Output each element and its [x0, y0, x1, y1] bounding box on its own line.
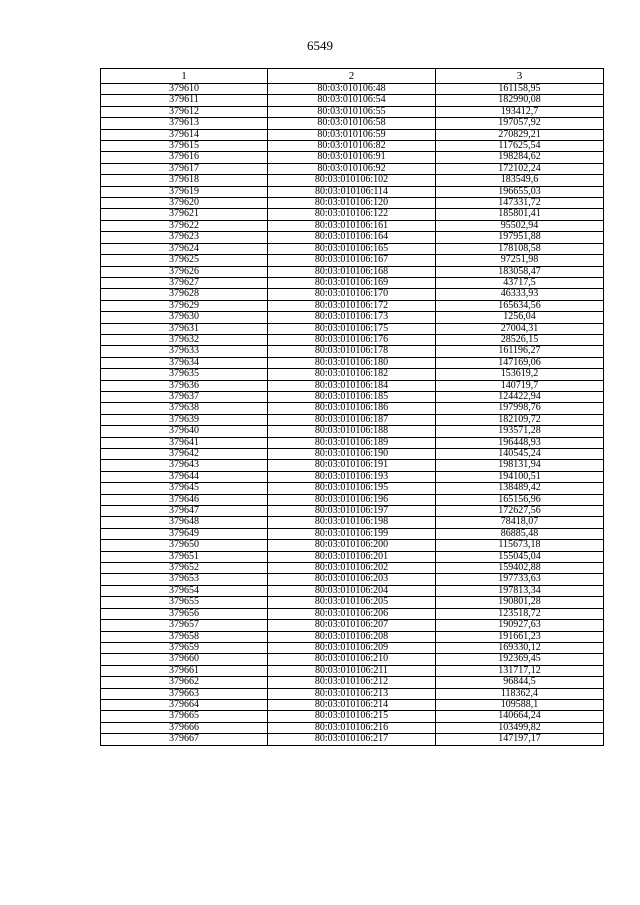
- cell-number: 379624: [101, 243, 268, 254]
- cell-value: 96844,5: [436, 677, 604, 688]
- cell-cadastral-number: 80:03:010106:211: [268, 665, 436, 676]
- cell-number: 379667: [101, 734, 268, 745]
- table-body: [101, 84, 604, 746]
- cell-number: 379630: [101, 312, 268, 323]
- cell-value: 197813,34: [436, 585, 604, 596]
- cell-value: 161158,95: [436, 84, 604, 95]
- cell-value: 193412,7: [436, 106, 604, 117]
- cell-cadastral-number: 80:03:010106:206: [268, 608, 436, 619]
- cell-cadastral-number: 80:03:010106:169: [268, 277, 436, 288]
- table-row: [101, 483, 604, 494]
- cell-cadastral-number: 80:03:010106:197: [268, 506, 436, 517]
- table-row: [101, 528, 604, 539]
- cell-cadastral-number: 80:03:010106:187: [268, 414, 436, 425]
- cell-number: 379641: [101, 437, 268, 448]
- cell-number: 379635: [101, 369, 268, 380]
- table-row: [101, 175, 604, 186]
- cell-cadastral-number: 80:03:010106:209: [268, 642, 436, 653]
- cell-number: 379663: [101, 688, 268, 699]
- cell-number: 379643: [101, 460, 268, 471]
- table-row: [101, 551, 604, 562]
- cell-cadastral-number: 80:03:010106:180: [268, 357, 436, 368]
- table-row: [101, 722, 604, 733]
- cell-number: 379660: [101, 654, 268, 665]
- cell-number: 379622: [101, 220, 268, 231]
- cell-cadastral-number: 80:03:010106:217: [268, 734, 436, 745]
- page-number: 6549: [307, 38, 333, 53]
- cell-cadastral-number: 80:03:010106:199: [268, 528, 436, 539]
- cell-number: 379644: [101, 471, 268, 482]
- cell-cadastral-number: 80:03:010106:189: [268, 437, 436, 448]
- cell-cadastral-number: 80:03:010106:196: [268, 494, 436, 505]
- cell-cadastral-number: 80:03:010106:185: [268, 391, 436, 402]
- cell-value: 131717,12: [436, 665, 604, 676]
- cell-value: 124422,94: [436, 391, 604, 402]
- table-row: [101, 608, 604, 619]
- cell-cadastral-number: 80:03:010106:195: [268, 483, 436, 494]
- cell-number: 379617: [101, 163, 268, 174]
- cell-number: 379614: [101, 129, 268, 140]
- cell-value: 27004,31: [436, 323, 604, 334]
- cell-cadastral-number: 80:03:010106:54: [268, 95, 436, 106]
- table-row: [101, 403, 604, 414]
- column-header-3: 3: [436, 69, 604, 84]
- table-row: [101, 506, 604, 517]
- column-header-1: 1: [101, 69, 268, 84]
- cell-number: 379665: [101, 711, 268, 722]
- table-row: [101, 437, 604, 448]
- cell-number: 379618: [101, 175, 268, 186]
- cell-cadastral-number: 80:03:010106:120: [268, 198, 436, 209]
- cell-number: 379620: [101, 198, 268, 209]
- cell-value: 190801,28: [436, 597, 604, 608]
- cell-number: 379652: [101, 563, 268, 574]
- table-row: [101, 449, 604, 460]
- cell-number: 379611: [101, 95, 268, 106]
- cell-cadastral-number: 80:03:010106:48: [268, 84, 436, 95]
- cell-value: 97251,98: [436, 255, 604, 266]
- table-row: [101, 677, 604, 688]
- cell-cadastral-number: 80:03:010106:92: [268, 163, 436, 174]
- cell-cadastral-number: 80:03:010106:55: [268, 106, 436, 117]
- cell-number: 379629: [101, 300, 268, 311]
- cell-value: 197998,76: [436, 403, 604, 414]
- table-row: [101, 734, 604, 745]
- table-row: [101, 665, 604, 676]
- table-row: [101, 255, 604, 266]
- cell-number: 379645: [101, 483, 268, 494]
- table-row: [101, 152, 604, 163]
- cell-value: 192369,45: [436, 654, 604, 665]
- cell-cadastral-number: 80:03:010106:165: [268, 243, 436, 254]
- cell-value: 115673,18: [436, 540, 604, 551]
- cell-cadastral-number: 80:03:010106:58: [268, 118, 436, 129]
- cell-number: 379631: [101, 323, 268, 334]
- table-row: [101, 289, 604, 300]
- cell-cadastral-number: 80:03:010106:170: [268, 289, 436, 300]
- cell-value: 140664,24: [436, 711, 604, 722]
- cell-number: 379666: [101, 722, 268, 733]
- table-row: [101, 426, 604, 437]
- cell-number: 379610: [101, 84, 268, 95]
- table-row: [101, 540, 604, 551]
- table-row: [101, 620, 604, 631]
- cell-number: 379647: [101, 506, 268, 517]
- cell-number: 379653: [101, 574, 268, 585]
- table-row: [101, 323, 604, 334]
- cell-number: 379628: [101, 289, 268, 300]
- table-row: [101, 631, 604, 642]
- cell-value: 86885,48: [436, 528, 604, 539]
- table-row: [101, 118, 604, 129]
- cell-cadastral-number: 80:03:010106:216: [268, 722, 436, 733]
- table-row: [101, 711, 604, 722]
- cell-number: 379633: [101, 346, 268, 357]
- cell-value: 118362,4: [436, 688, 604, 699]
- cell-cadastral-number: 80:03:010106:201: [268, 551, 436, 562]
- cell-number: 379634: [101, 357, 268, 368]
- cell-number: 379648: [101, 517, 268, 528]
- cell-number: 379657: [101, 620, 268, 631]
- cell-cadastral-number: 80:03:010106:161: [268, 220, 436, 231]
- cell-cadastral-number: 80:03:010106:82: [268, 141, 436, 152]
- cell-value: 46333,93: [436, 289, 604, 300]
- cell-value: 95502,94: [436, 220, 604, 231]
- cell-number: 379625: [101, 255, 268, 266]
- cell-number: 379626: [101, 266, 268, 277]
- cell-cadastral-number: 80:03:010106:91: [268, 152, 436, 163]
- cell-number: 379650: [101, 540, 268, 551]
- cell-value: 147169,06: [436, 357, 604, 368]
- cell-cadastral-number: 80:03:010106:190: [268, 449, 436, 460]
- table-row: [101, 391, 604, 402]
- cell-number: 379655: [101, 597, 268, 608]
- cell-value: 43717,5: [436, 277, 604, 288]
- table-row: [101, 574, 604, 585]
- cell-number: 379627: [101, 277, 268, 288]
- cell-cadastral-number: 80:03:010106:198: [268, 517, 436, 528]
- cell-value: 197733,63: [436, 574, 604, 585]
- cell-number: 379659: [101, 642, 268, 653]
- cell-value: 183058,47: [436, 266, 604, 277]
- cell-number: 379642: [101, 449, 268, 460]
- table-row: [101, 517, 604, 528]
- table-row: [101, 460, 604, 471]
- cell-cadastral-number: 80:03:010106:213: [268, 688, 436, 699]
- table-row: [101, 266, 604, 277]
- table-row: [101, 198, 604, 209]
- cell-number: 379616: [101, 152, 268, 163]
- table-row: [101, 84, 604, 95]
- cell-number: 379654: [101, 585, 268, 596]
- cell-value: 182990,08: [436, 95, 604, 106]
- cell-value: 197057,92: [436, 118, 604, 129]
- cell-value: 147331,72: [436, 198, 604, 209]
- cell-number: 379640: [101, 426, 268, 437]
- cell-cadastral-number: 80:03:010106:202: [268, 563, 436, 574]
- cell-number: 379613: [101, 118, 268, 129]
- cell-number: 379649: [101, 528, 268, 539]
- table-row: [101, 642, 604, 653]
- table-row: [101, 597, 604, 608]
- cell-number: 379623: [101, 232, 268, 243]
- cell-value: 165156,96: [436, 494, 604, 505]
- table-row: [101, 186, 604, 197]
- cell-value: 147197,17: [436, 734, 604, 745]
- table-row: [101, 699, 604, 710]
- table-row: [101, 300, 604, 311]
- cell-value: 172102,24: [436, 163, 604, 174]
- cell-cadastral-number: 80:03:010106:200: [268, 540, 436, 551]
- table-row: [101, 585, 604, 596]
- cell-number: 379646: [101, 494, 268, 505]
- cell-cadastral-number: 80:03:010106:210: [268, 654, 436, 665]
- cell-cadastral-number: 80:03:010106:184: [268, 380, 436, 391]
- cell-value: 140545,24: [436, 449, 604, 460]
- cell-cadastral-number: 80:03:010106:173: [268, 312, 436, 323]
- cell-number: 379662: [101, 677, 268, 688]
- cell-value: 123518,72: [436, 608, 604, 619]
- cell-value: 196655,03: [436, 186, 604, 197]
- column-header-2: 2: [268, 69, 436, 84]
- cell-value: 155045,04: [436, 551, 604, 562]
- cell-number: 379656: [101, 608, 268, 619]
- cell-value: 194100,51: [436, 471, 604, 482]
- cell-number: 379639: [101, 414, 268, 425]
- table-row: [101, 232, 604, 243]
- cell-number: 379612: [101, 106, 268, 117]
- cell-value: 182109,72: [436, 414, 604, 425]
- cell-cadastral-number: 80:03:010106:168: [268, 266, 436, 277]
- cell-value: 161196,27: [436, 346, 604, 357]
- cell-value: 103499,82: [436, 722, 604, 733]
- cell-cadastral-number: 80:03:010106:59: [268, 129, 436, 140]
- cell-number: 379664: [101, 699, 268, 710]
- cell-cadastral-number: 80:03:010106:204: [268, 585, 436, 596]
- cell-cadastral-number: 80:03:010106:205: [268, 597, 436, 608]
- cell-cadastral-number: 80:03:010106:207: [268, 620, 436, 631]
- cell-value: 172627,56: [436, 506, 604, 517]
- cell-value: 138489,42: [436, 483, 604, 494]
- table-row: [101, 346, 604, 357]
- table-row: [101, 312, 604, 323]
- cell-value: 159402,88: [436, 563, 604, 574]
- cell-cadastral-number: 80:03:010106:167: [268, 255, 436, 266]
- table-row: [101, 688, 604, 699]
- cell-value: 183549,6: [436, 175, 604, 186]
- cell-cadastral-number: 80:03:010106:214: [268, 699, 436, 710]
- table-row: [101, 380, 604, 391]
- table-row: [101, 369, 604, 380]
- cell-value: 270829,21: [436, 129, 604, 140]
- cell-cadastral-number: 80:03:010106:176: [268, 334, 436, 345]
- cell-value: 109588,1: [436, 699, 604, 710]
- cell-number: 379636: [101, 380, 268, 391]
- data-table: [100, 68, 604, 746]
- cell-cadastral-number: 80:03:010106:102: [268, 175, 436, 186]
- table-row: [101, 563, 604, 574]
- cell-cadastral-number: 80:03:010106:172: [268, 300, 436, 311]
- table-row: [101, 357, 604, 368]
- cell-value: 196448,93: [436, 437, 604, 448]
- cell-number: 379619: [101, 186, 268, 197]
- cell-value: 190927,63: [436, 620, 604, 631]
- cell-cadastral-number: 80:03:010106:164: [268, 232, 436, 243]
- cell-cadastral-number: 80:03:010106:188: [268, 426, 436, 437]
- cell-value: 198284,62: [436, 152, 604, 163]
- table-row: [101, 129, 604, 140]
- cell-number: 379658: [101, 631, 268, 642]
- cell-number: 379637: [101, 391, 268, 402]
- cell-value: 169330,12: [436, 642, 604, 653]
- cell-value: 117625,54: [436, 141, 604, 152]
- table-row: [101, 414, 604, 425]
- cell-value: 185801,41: [436, 209, 604, 220]
- table-row: [101, 163, 604, 174]
- cell-value: 178108,58: [436, 243, 604, 254]
- cell-cadastral-number: 80:03:010106:178: [268, 346, 436, 357]
- cell-cadastral-number: 80:03:010106:114: [268, 186, 436, 197]
- table-row: [101, 494, 604, 505]
- cell-number: 379661: [101, 665, 268, 676]
- cell-value: 165634,56: [436, 300, 604, 311]
- cell-number: 379638: [101, 403, 268, 414]
- cell-cadastral-number: 80:03:010106:203: [268, 574, 436, 585]
- cell-value: 1256,04: [436, 312, 604, 323]
- table-header-row: [101, 69, 604, 84]
- cell-cadastral-number: 80:03:010106:215: [268, 711, 436, 722]
- table-row: [101, 243, 604, 254]
- cell-cadastral-number: 80:03:010106:175: [268, 323, 436, 334]
- table-row: [101, 209, 604, 220]
- table-row: [101, 654, 604, 665]
- table-row: [101, 141, 604, 152]
- table-row: [101, 471, 604, 482]
- cell-value: 193571,28: [436, 426, 604, 437]
- cell-cadastral-number: 80:03:010106:191: [268, 460, 436, 471]
- table-row: [101, 334, 604, 345]
- cell-value: 153619,2: [436, 369, 604, 380]
- cell-cadastral-number: 80:03:010106:122: [268, 209, 436, 220]
- cell-value: 191661,23: [436, 631, 604, 642]
- cell-cadastral-number: 80:03:010106:212: [268, 677, 436, 688]
- cell-number: 379615: [101, 141, 268, 152]
- cell-cadastral-number: 80:03:010106:208: [268, 631, 436, 642]
- cell-value: 28526,15: [436, 334, 604, 345]
- cell-value: 197951,88: [436, 232, 604, 243]
- cell-number: 379621: [101, 209, 268, 220]
- cell-number: 379632: [101, 334, 268, 345]
- table-row: [101, 106, 604, 117]
- table-row: [101, 277, 604, 288]
- cell-number: 379651: [101, 551, 268, 562]
- table-row: [101, 95, 604, 106]
- cell-cadastral-number: 80:03:010106:186: [268, 403, 436, 414]
- cell-value: 198131,94: [436, 460, 604, 471]
- cell-value: 78418,07: [436, 517, 604, 528]
- table-row: [101, 220, 604, 231]
- cell-value: 140719,7: [436, 380, 604, 391]
- cell-cadastral-number: 80:03:010106:182: [268, 369, 436, 380]
- cell-cadastral-number: 80:03:010106:193: [268, 471, 436, 482]
